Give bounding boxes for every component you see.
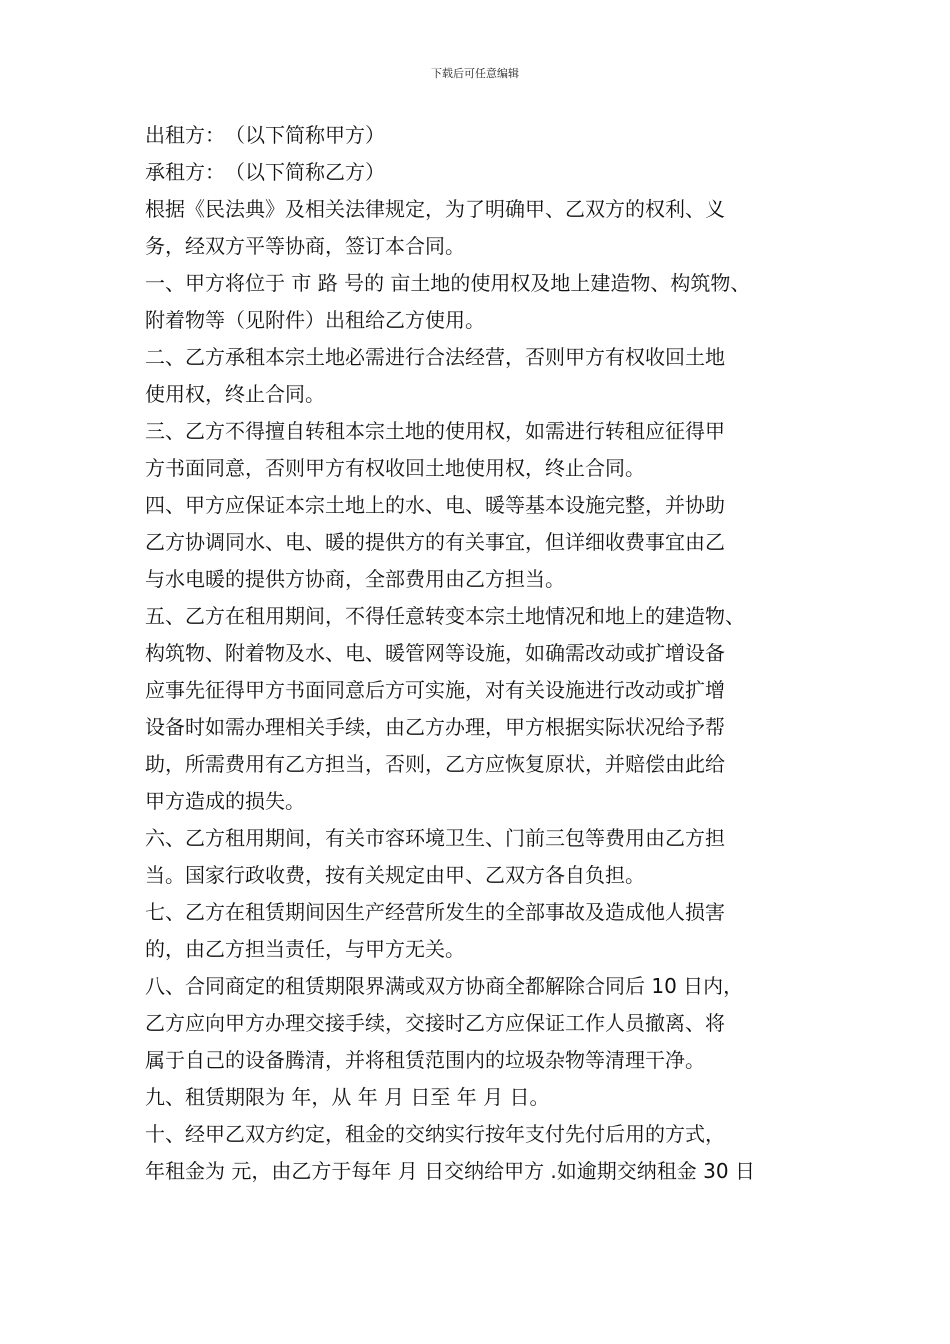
body-line: 一、甲方将位于 市 路 号的 亩土地的使用权及地上建造物、构筑物、 — [145, 271, 751, 295]
body-line: 九、租赁期限为 年，从 年 月 日至 年 月 日。 — [145, 1085, 550, 1109]
body-line: 使用权，终止合同。 — [145, 382, 325, 406]
body-line: 七、乙方在租赁期间因生产经营所发生的全部事故及造成他人损害 — [145, 900, 725, 924]
body-line: 甲方造成的损失。 — [145, 789, 305, 813]
body-line: 八、合同商定的租赁期限界满或双方协商全都解除合同后 10 日内， — [145, 974, 744, 998]
body-line: 当。国家行政收费，按有关规定由甲、乙双方各自负担。 — [145, 863, 645, 887]
body-line: 与水电暖的提供方协商，全部费用由乙方担当。 — [145, 567, 565, 591]
body-line: 务，经双方平等协商，签订本合同。 — [145, 234, 465, 258]
body-line: 的，由乙方担当责任，与甲方无关。 — [145, 937, 465, 961]
body-line: 应事先征得甲方书面同意后方可实施，对有关设施进行改动或扩增 — [145, 678, 725, 702]
body-line: 五、乙方在租用期间，不得任意转变本宗土地情况和地上的建造物、 — [145, 604, 745, 628]
body-line: 构筑物、附着物及水、电、暖管网等设施，如确需改动或扩增设备 — [145, 641, 725, 665]
body-line: 十、经甲乙双方约定，租金的交纳实行按年支付先付后用的方式， — [145, 1122, 725, 1146]
body-line: 四、甲方应保证本宗土地上的水、电、暖等基本设施完整，并协助 — [145, 493, 725, 517]
body-line: 设备时如需办理相关手续，由乙方办理，甲方根据实际状况给予帮 — [145, 715, 725, 739]
body-line: 根据《民法典》及相关法律规定，为了明确甲、乙双方的权利、义 — [145, 197, 725, 221]
body-line: 乙方协调同水、电、暖的提供方的有关事宜，但详细收费事宜由乙 — [145, 530, 725, 554]
body-line: 出租方： （以下简称甲方） — [145, 123, 385, 147]
body-line: 年租金为 元，由乙方于每年 月 日交纳给甲方 .如逾期交纳租金 30 日 — [145, 1159, 755, 1183]
body-line: 六、乙方租用期间，有关市容环境卫生、门前三包等费用由乙方担 — [145, 826, 725, 850]
body-line: 助，所需费用有乙方担当，否则，乙方应恢复原状，并赔偿由此给 — [145, 752, 725, 776]
body-line: 承租方： （以下简称乙方） — [145, 160, 385, 184]
body-line: 附着物等（见附件）出租给乙方使用。 — [145, 308, 485, 332]
body-line: 三、乙方不得擅自转租本宗土地的使用权，如需进行转租应征得甲 — [145, 419, 725, 443]
body-line: 方书面同意，否则甲方有权收回土地使用权，终止合同。 — [145, 456, 645, 480]
body-line: 乙方应向甲方办理交接手续，交接时乙方应保证工作人员撤离、将 — [145, 1011, 725, 1035]
contract-body — [145, 117, 820, 1190]
body-line: 属于自己的设备腾清，并将租赁范围内的垃圾杂物等清理干净。 — [145, 1048, 705, 1072]
page-header: 下载后可任意编辑 — [431, 67, 519, 80]
body-line: 二、乙方承租本宗土地必需进行合法经营，否则甲方有权收回土地 — [145, 345, 725, 369]
